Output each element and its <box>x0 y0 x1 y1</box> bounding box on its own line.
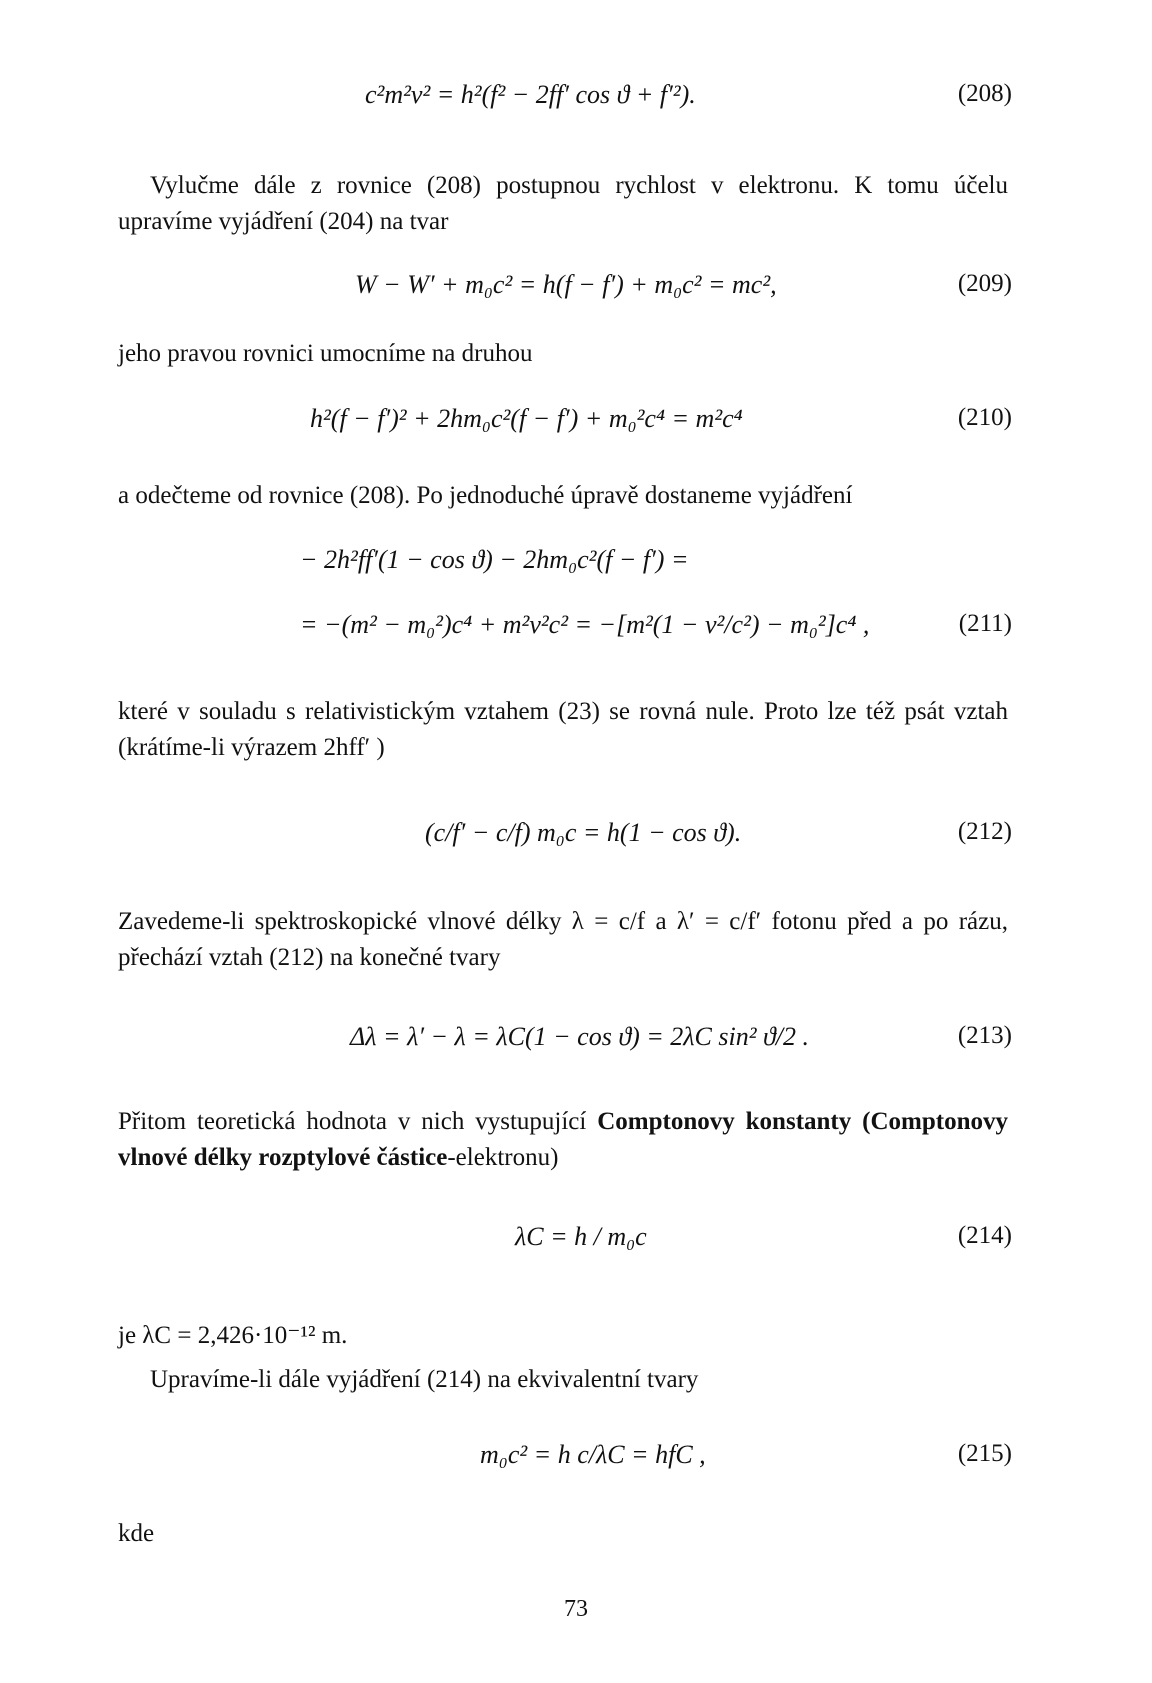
page-number: 73 <box>564 1596 588 1622</box>
equation-211-line-1: − 2h²ff′(1 − cos ϑ) − 2hm₀c²(f − f′) = <box>300 545 689 574</box>
equation-209: W − W′ + m₀c² = h(f − f′) + m₀c² = mc², <box>355 270 777 299</box>
equation-211-number: (211) <box>958 610 1012 637</box>
paragraph-6 <box>118 1104 1008 1176</box>
equation-215: m₀c² = h c/λC = hfC , <box>480 1440 706 1469</box>
equation-210: h²(f − f′)² + 2hm₀c²(f − f′) + m₀²c⁴ = m²c⁴ <box>310 404 743 433</box>
paragraph-2: jeho pravou rovnici umocníme na druhou <box>118 340 533 367</box>
equation-208: c²m²v² = h²(f² − 2ff′ cos ϑ + f′²). <box>365 80 696 109</box>
equation-212: (c/f′ − c/f) m₀c = h(1 − cos ϑ). <box>425 818 742 847</box>
equation-213-number: (213) <box>957 1022 1012 1049</box>
equation-209-number: (209) <box>957 270 1012 297</box>
paragraph-6-end: -elektronu) <box>447 1144 559 1171</box>
paragraph-8: Upravíme-li dále vyjádření (214) na ekvivalentní tvary <box>150 1366 699 1393</box>
paragraph-5: Zavedeme-li spektroskopické vlnové délky λ = c/f a λ′ = c/f′ fotonu před a po rázu, přechází vztah (212) na konečné tvary <box>118 908 1008 971</box>
paragraph-3: a odečteme od rovnice (208). Po jednoduché úpravě dostaneme vyjádření <box>118 482 853 509</box>
paragraph-6-bold: Comptonovy konstanty (Comptonovy vlnové délky rozptylové částice <box>118 1108 1008 1171</box>
paragraph-1: Vylučme dále z rovnice (208) postupnou rychlost v elektronu. K tomu účelu upravíme vyjádření (204) na tvar <box>118 172 1008 235</box>
paragraph-4: které v souladu s relativistickým vztahem (23) se rovná nule. Proto lze též psát vztah (krátíme-li výrazem 2hff′ ) <box>118 698 1008 761</box>
paragraph-9: kde <box>118 1520 155 1547</box>
equation-215-number: (215) <box>957 1440 1012 1467</box>
equation-214: λC = h / m₀c <box>515 1222 647 1251</box>
paragraph-6-start: Přitom teoretická hodnota v nich vystupující <box>118 1108 587 1135</box>
paragraph-7: je λC = 2,426·10⁻¹² m. <box>118 1322 348 1349</box>
equation-211-line-2: = −(m² − m₀²)c⁴ + m²v²c² = −[m²(1 − v²/c²) − m₀²]c⁴ , <box>300 610 870 639</box>
equation-213: Δλ = λ′ − λ = λC(1 − cos ϑ) = 2λC sin² ϑ/2 . <box>350 1022 810 1051</box>
equation-212-number: (212) <box>957 818 1012 845</box>
equation-208-number: (208) <box>957 80 1012 107</box>
equation-210-number: (210) <box>957 404 1012 431</box>
equation-214-number: (214) <box>957 1222 1012 1249</box>
